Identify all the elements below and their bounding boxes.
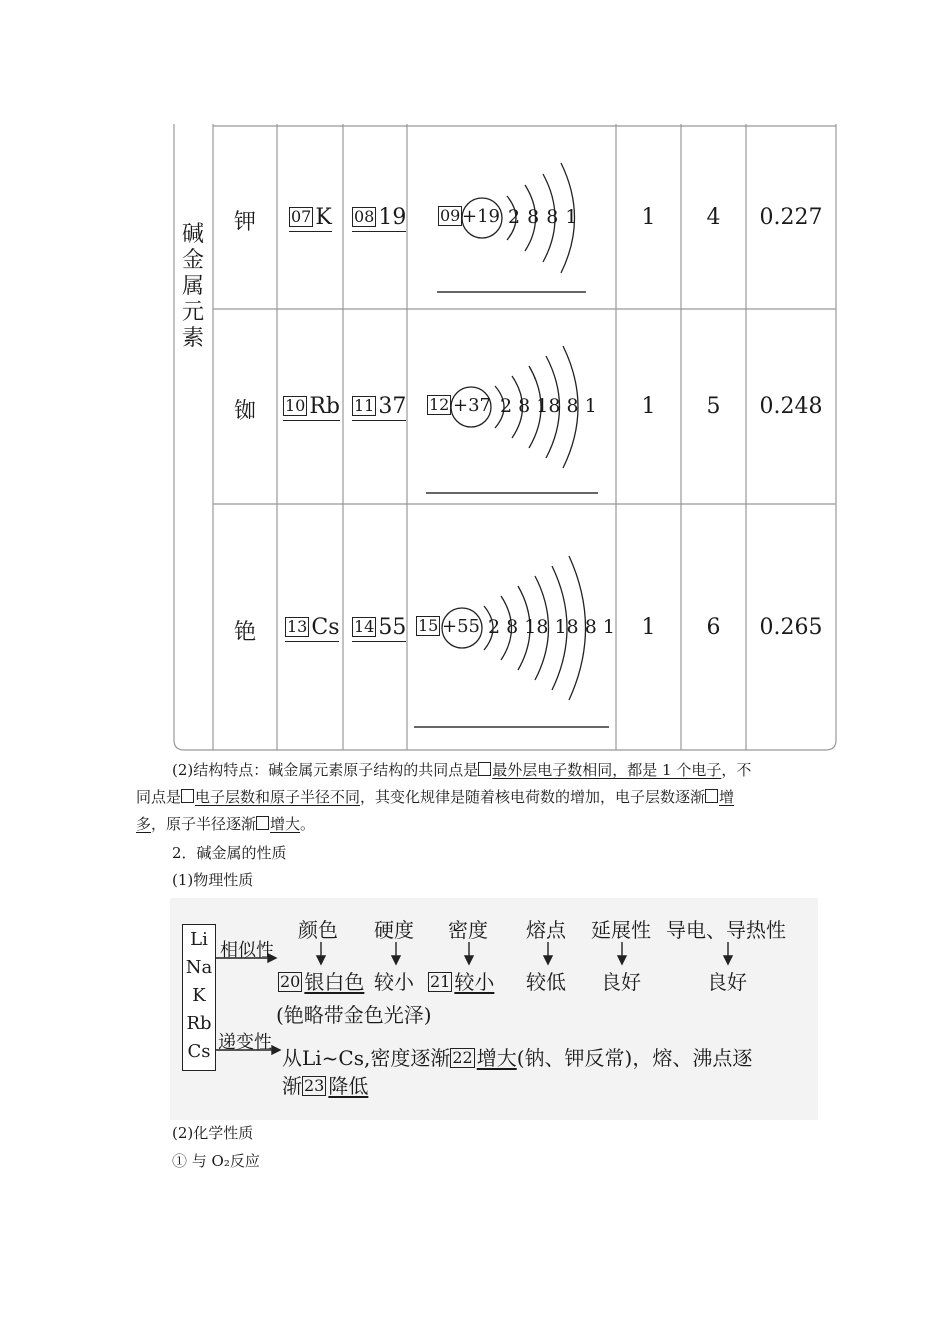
nucleus-charge: +19 [462,206,500,227]
blank-box-icon [478,762,491,776]
element-symbol: Rb [186,1013,212,1034]
blank-number: 11 [354,396,375,415]
nucleus-charge: +55 [442,616,480,637]
header-ductility: 延展性 [591,918,651,942]
atomic-number-cell [352,394,406,419]
blank-box-icon [181,789,194,803]
symbol: Rb [309,394,341,419]
atomic-radius: 0.248 [759,394,823,419]
density-value: 21 较小 [430,970,495,994]
symbol: Cs [311,615,340,640]
atomic-number: 37 [378,394,407,419]
blank-number: 13 [287,617,308,636]
blank-number: 10 [285,396,306,415]
blank-number: 07 [291,207,312,226]
blank-number: 23 [304,1076,325,1095]
element-symbol: K [192,985,206,1006]
cell-value: 1 [641,615,656,640]
blank-number: 09 [440,206,461,225]
cell-value: 5 [706,394,721,419]
cell-value: 6 [706,615,721,640]
structure-line-3: 多，原子半径逐渐 增大。 [136,815,316,833]
diagram-label [416,616,442,638]
shell-electrons: 2 8 18 18 8 1 [488,616,615,638]
ductility-value: 良好 [601,970,641,994]
cell-value: 1 [641,205,656,230]
header-conductivity: 导电、导热性 [666,918,786,942]
similarity-label: 相似性 [220,940,274,961]
atomic-number-cell [352,205,406,230]
blank-number: 15 [418,616,439,635]
properties-figure [170,898,818,1120]
diagram-label [438,206,464,228]
element-name: 铷 [233,399,256,424]
element-name: 钾 [233,210,256,235]
structure-line-1: (2)结构特点：碱金属元素原子结构的共同点是 最外层电子数相同，都是 1 个电子，不 [172,761,752,779]
header-melting: 熔点 [526,918,566,942]
element-symbol: Na [185,957,213,978]
cesium-note: (铯略带金色光泽) [276,1003,432,1027]
atomic-number: 55 [378,615,407,640]
header-density: 密度 [448,918,488,942]
section-heading: 2．碱金属的性质 [172,844,287,862]
blank-number: 14 [354,617,375,636]
symbol-cell [289,205,332,230]
gradient-label: 递变性 [218,1032,272,1053]
physical-heading: (1)物理性质 [172,871,254,889]
blank-box-icon [256,816,269,830]
element-name: 铯 [233,620,256,645]
hardness-value: 较小 [374,970,414,994]
blank-number: 08 [354,207,375,226]
atomic-radius: 0.265 [759,615,823,640]
blank-number: 21 [430,972,451,991]
element-symbol: Li [190,929,208,950]
gradient-line-2: 渐 23 降低 [282,1074,369,1098]
structure-line-2: 同点是 电子层数和原子半径不同，其变化规律是随着核电荷数的增加，电子层数逐渐 增 [136,788,735,806]
element-symbol: Cs [187,1041,211,1062]
diagram-label [427,395,453,417]
blank-number: 20 [280,972,301,991]
o2-reaction-heading: ① 与 O₂反应 [172,1152,260,1170]
shell-electrons: 2 8 18 8 1 [500,395,597,417]
atomic-number: 19 [378,205,407,230]
atomic-number-cell [352,615,406,640]
conductivity-value: 良好 [707,970,747,994]
symbol-cell [283,394,340,419]
header-color: 颜色 [298,918,338,942]
blank-box-icon [705,789,718,803]
blank-number: 12 [429,395,450,414]
chemical-heading: (2)化学性质 [172,1124,254,1142]
atomic-radius: 0.227 [759,205,823,230]
group-label: 碱金属元素 [181,222,204,351]
cell-value: 1 [641,394,656,419]
color-value: 20 银白色 [280,970,365,994]
header-hardness: 硬度 [374,918,414,942]
cell-value: 4 [706,205,721,230]
gradient-line-1: 从Li~Cs,密度逐渐 22 增大(钠、钾反常)，熔、沸点逐 [282,1046,753,1070]
blank-number: 22 [452,1048,473,1067]
symbol: K [315,205,332,230]
symbol-cell [285,615,339,640]
shell-electrons: 2 8 8 1 [508,206,578,228]
nucleus-charge: +37 [453,395,491,416]
melting-value: 较低 [526,970,566,994]
